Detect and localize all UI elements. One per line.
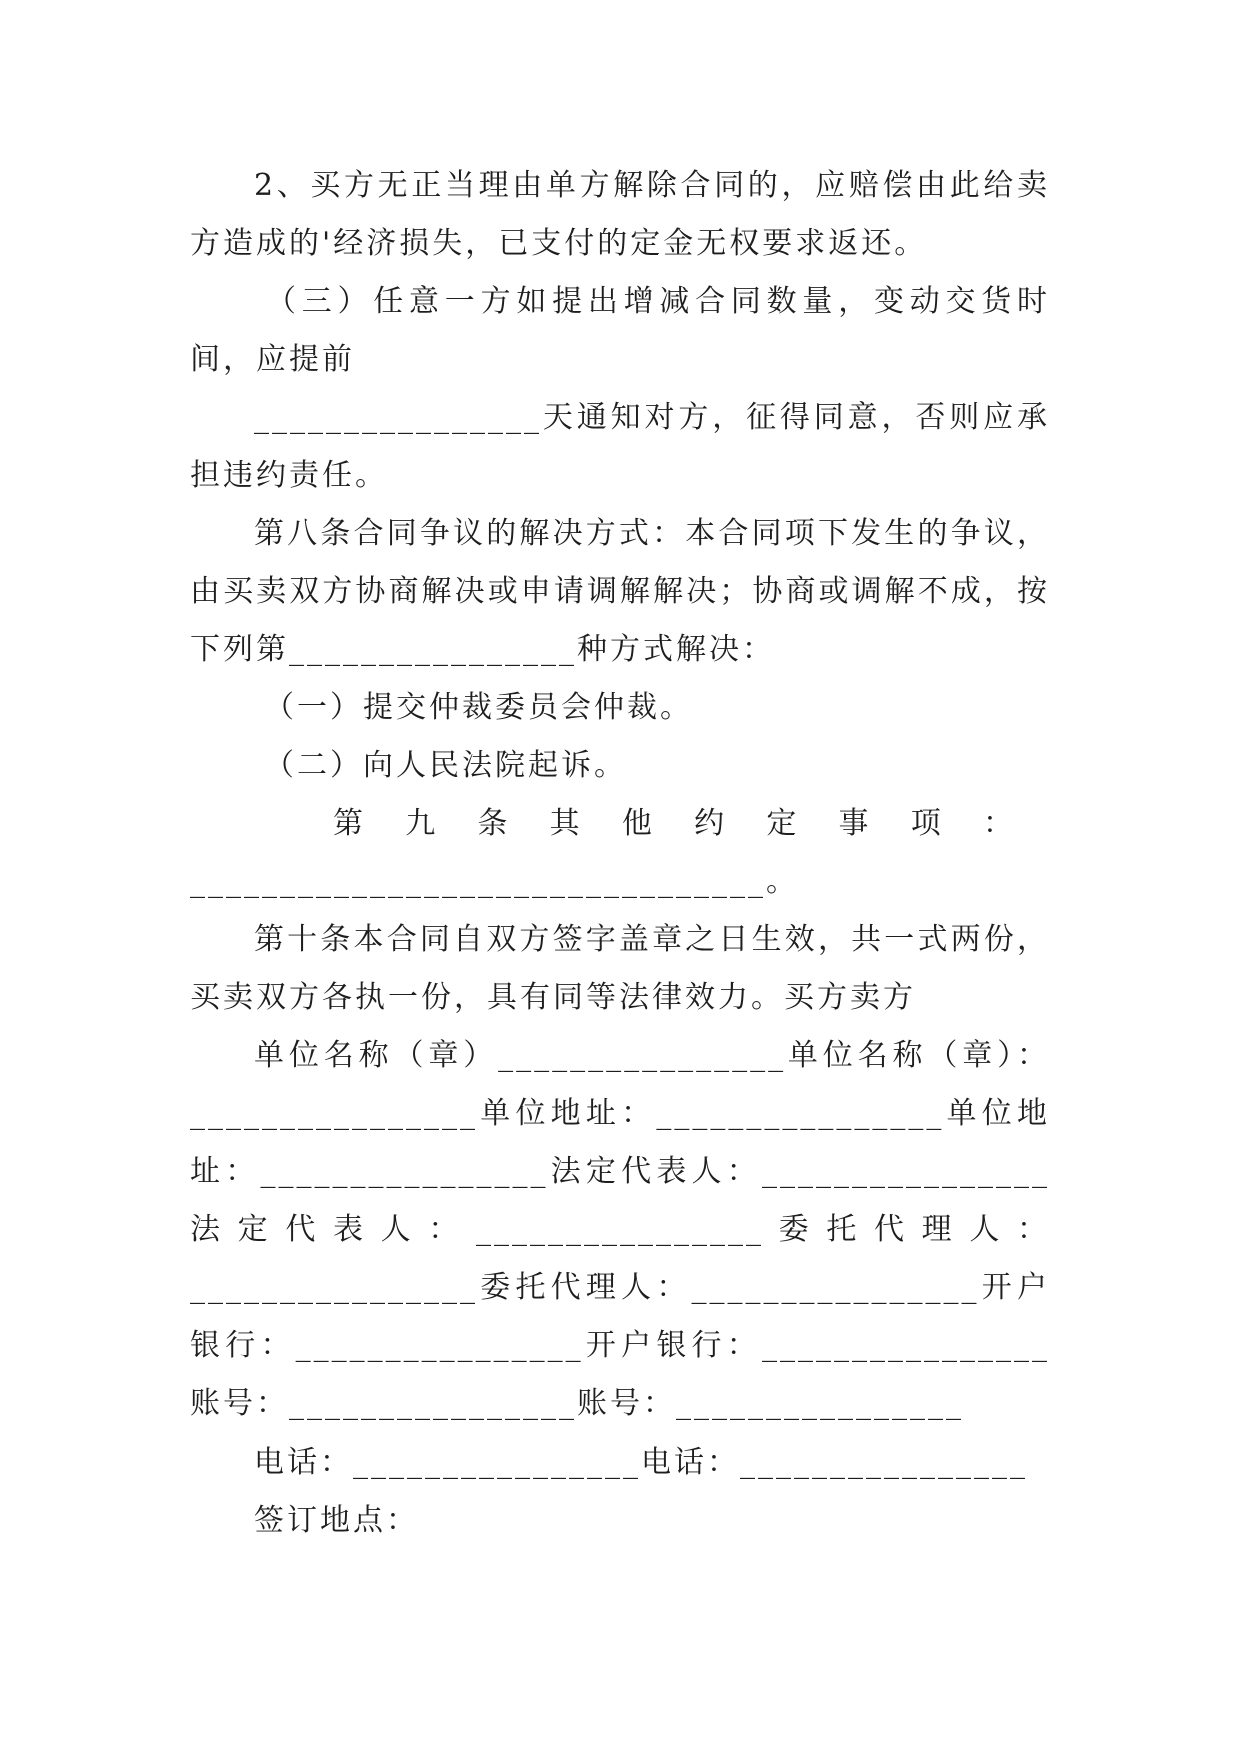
paragraph-article-8-dispute: 第八条合同争议的解决方式：本合同项下发生的争议，由买卖双方协商解决或申请调解解决；协商或调解不成，按下列第________________种方式解决： — [190, 516, 1050, 667]
paragraph-option-court: （二）向人民法院起诉。 — [264, 748, 627, 783]
article-9-blank: ________________________________。 — [190, 864, 799, 899]
article-9-heading: 第九条其他约定事项： — [333, 806, 1050, 841]
paragraph-quantity-change: （三）任意一方如提出增减合同数量，变动交货时间，应提前 — [190, 284, 1050, 377]
paragraph-notice-days: ________________天通知对方，征得同意，否则应承担违约责任。 — [190, 400, 1050, 493]
paragraph-option-arbitration: （一）提交仲裁委员会仲裁。 — [264, 690, 693, 725]
paragraph-article-9-other — [190, 795, 1050, 911]
paragraph-phone-fields: 电话：________________电话：________________ — [254, 1445, 1028, 1480]
paragraph-article-10-effective: 第十条本合同自双方签字盖章之日生效，共一式两份，买卖双方各执一份，具有同等法律效力。买方卖方 — [190, 922, 1050, 1015]
paragraph-signing-place: 签订地点： — [254, 1503, 419, 1538]
paragraph-buyer-termination: 2、买方无正当理由单方解除合同的，应赔偿由此给卖方造成的'经济损失，已支付的定金无权要求返还。 — [190, 168, 1050, 261]
paragraph-signature-fields: 单位名称（章）________________单位名称（章）：________________单位地址：________________单位地址：________________法定代表人：________________法定代表人：________________委托代理人：________________委托代理人：________________开户银行：________________开户银行：________________账号：________________账号：________________ — [190, 1038, 1050, 1421]
